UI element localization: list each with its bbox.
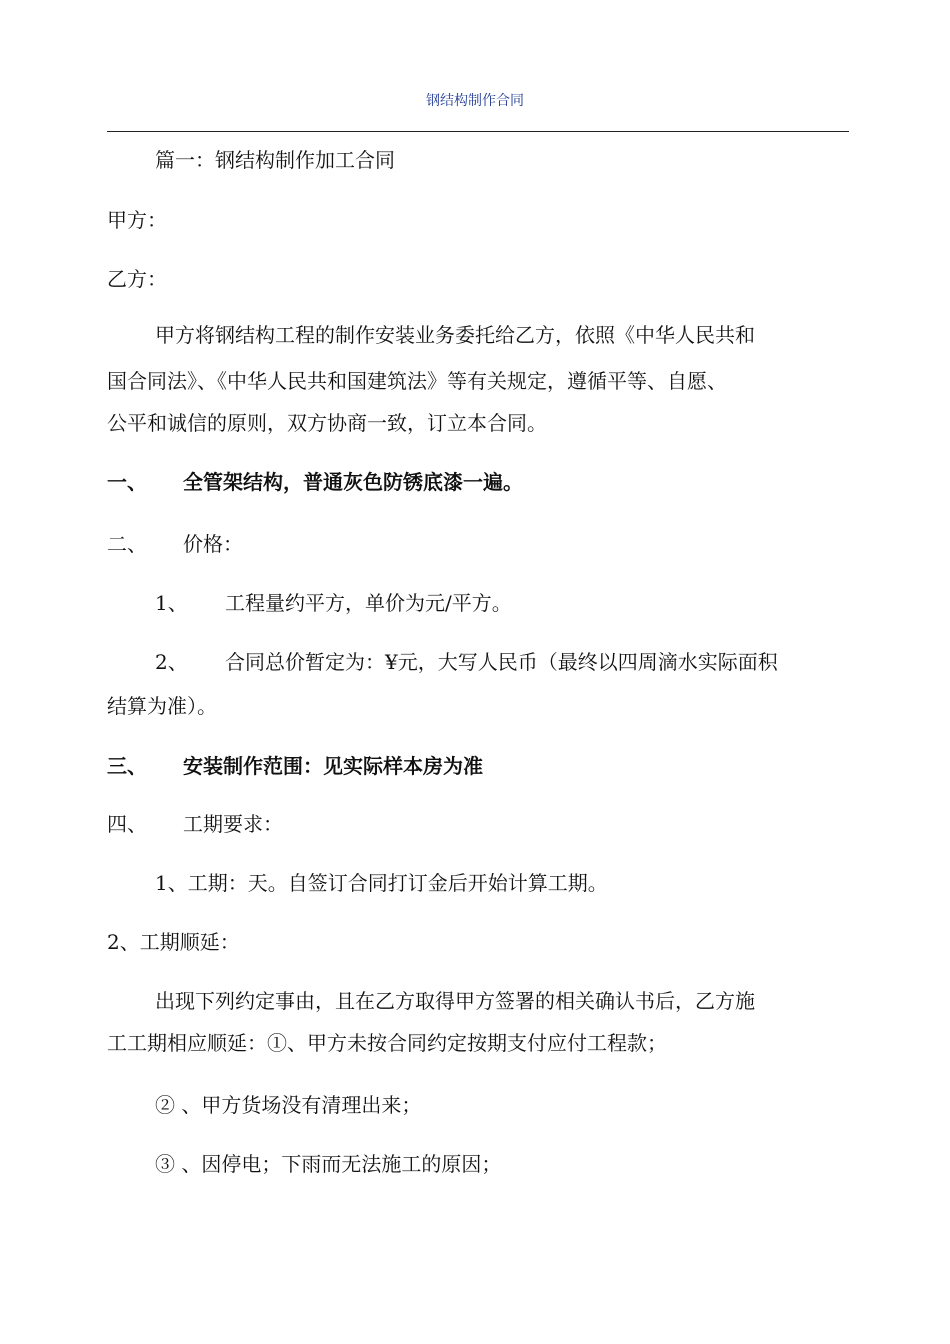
clause-4-2: 2、工期顺延：: [107, 930, 240, 954]
clause-2-2-number: 2、: [155, 650, 188, 674]
clause-2-2-text: 合同总价暂定为：¥元，大写人民币（最终以四周滴水实际面积: [225, 650, 778, 674]
clause-3: [107, 752, 483, 780]
delay-line-1: 出现下列约定事由，且在乙方取得甲方签署的相关确认书后，乙方施: [155, 989, 755, 1013]
clause-2-1: [155, 589, 512, 617]
clause-1: [107, 468, 523, 496]
intro-line-3: 公平和诚信的原则，双方协商一致，订立本合同。: [107, 411, 547, 435]
clause-2-1-text: 工程量约平方，单价为元/平方。: [225, 591, 512, 615]
clause-4-number: 四、: [107, 812, 147, 836]
clause-2-text: 价格：: [183, 532, 243, 556]
clause-1-number: 一、: [107, 470, 147, 494]
delay-line-2: 工工期相应顺延：①、甲方未按合同约定按期支付应付工程款；: [107, 1031, 667, 1055]
clause-2-2-continued: 结算为准）。: [107, 694, 217, 718]
clause-2-1-number: 1、: [155, 591, 188, 615]
intro-line-1: 甲方将钢结构工程的制作安装业务委托给乙方，依照《中华人民共和: [155, 323, 755, 347]
party-b-label: 乙方：: [107, 267, 167, 291]
delay-item-3: ③ 、因停电；下雨而无法施工的原因；: [155, 1152, 502, 1176]
party-a-label: 甲方：: [107, 208, 167, 232]
clause-2: [107, 530, 243, 558]
clause-4-1: 1、工期：天。自签订合同打订金后开始计算工期。: [155, 871, 608, 895]
header-title: 钢结构制作合同: [426, 93, 524, 109]
header-divider: [107, 131, 849, 132]
clause-3-text: 安装制作范围：见实际样本房为准: [183, 754, 483, 778]
section-title: 篇一：钢结构制作加工合同: [155, 148, 395, 172]
clause-2-number: 二、: [107, 532, 147, 556]
delay-item-2: ② 、甲方货场没有清理出来；: [155, 1093, 422, 1117]
clause-3-number: 三、: [107, 754, 147, 778]
clause-4-text: 工期要求：: [183, 812, 283, 836]
clause-4: [107, 810, 283, 838]
clause-2-2: [155, 648, 778, 676]
clause-1-text: 全管架结构，普通灰色防锈底漆一遍。: [183, 470, 523, 494]
intro-line-2: 国合同法》、《中华人民共和国建筑法》等有关规定，遵循平等、自愿、: [107, 369, 727, 393]
